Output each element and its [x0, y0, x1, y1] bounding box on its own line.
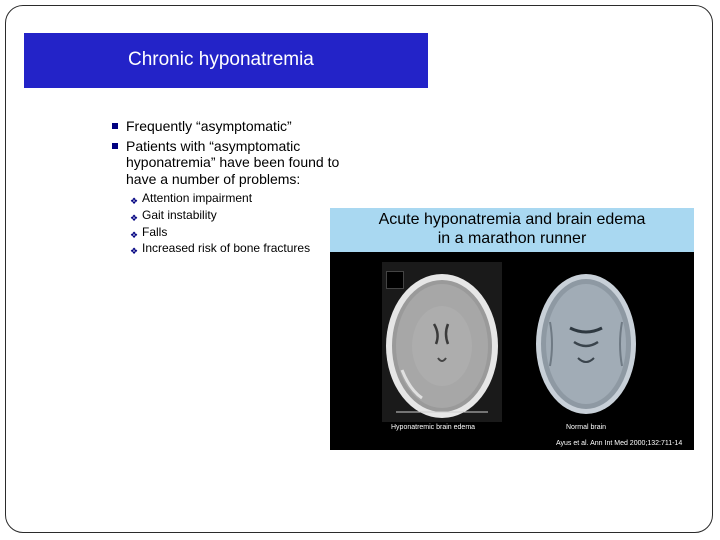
- figure-title-line1: Acute hyponatremia and brain edema: [378, 211, 646, 228]
- sub-bullet-item: [110, 190, 350, 207]
- caption-normal: Normal brain: [566, 424, 607, 431]
- diamond-bullet-icon: ❖: [130, 212, 139, 223]
- diamond-bullet-icon: ❖: [130, 229, 139, 240]
- ct-scan-figure: [330, 208, 694, 450]
- square-bullet-icon: [112, 123, 118, 129]
- bullet-item: [110, 138, 350, 188]
- sub-bullet-item: [110, 224, 350, 241]
- sub-bullet-text: Falls: [142, 224, 168, 239]
- bullet-text: Frequently “asymptomatic”: [126, 118, 292, 134]
- diamond-bullet-icon: ❖: [130, 196, 139, 206]
- sub-bullet-list: [110, 190, 350, 257]
- bullet-item: [110, 118, 350, 135]
- square-bullet-icon: [112, 143, 118, 149]
- caption-edema: Hyponatremic brain edema: [391, 424, 476, 431]
- normal-ct-scan-image: [530, 262, 642, 422]
- sub-bullet-text: Attention impairment: [142, 191, 253, 205]
- diamond-bullet-icon: ❖: [130, 246, 139, 257]
- figure-title-line2: in a marathon runner: [437, 230, 587, 247]
- bullet-list: [110, 118, 350, 257]
- sub-bullet-text: Increased risk of bone fractures: [142, 241, 311, 256]
- image-marker: [386, 271, 404, 289]
- sub-bullet-item: [110, 240, 350, 257]
- bullet-text: Patients with “asymptomatic hyponatremia” have been found to have a number of problems:: [126, 137, 340, 187]
- sub-bullet-text: Gait instability: [142, 207, 217, 222]
- slide-title: Chronic hyponatremia: [128, 49, 314, 70]
- sub-bullet-item: [110, 207, 350, 224]
- citation: Ayus et al. Ann Int Med 2000;132:711-14: [556, 440, 683, 447]
